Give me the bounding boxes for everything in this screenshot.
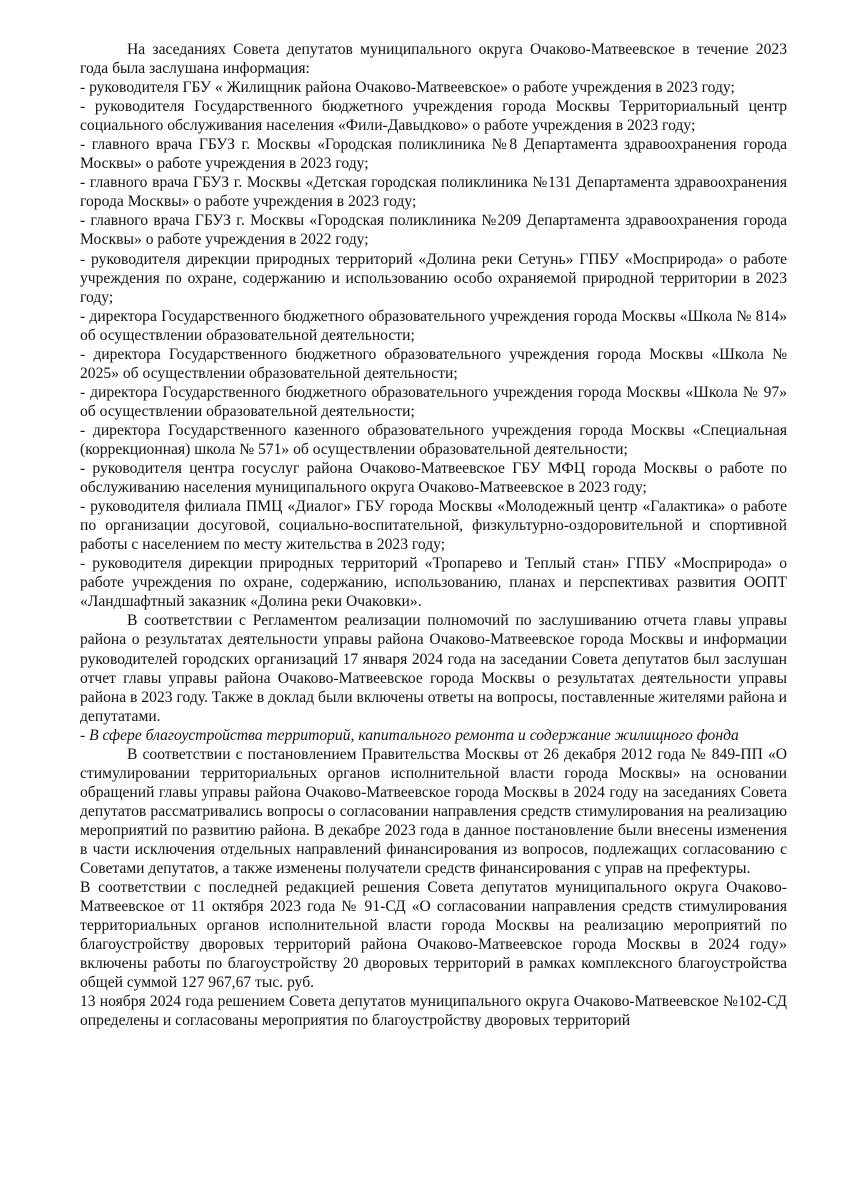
paragraph: - директора Государственного бюджетного образовательного учреждения города Москвы «Школа № 97» об осуществлении образовательной деятельности; [80,383,787,420]
paragraph: - директора Государственного бюджетного образовательного учреждения города Москвы «Школа № 814» об осуществлении образовательной деятельности; [80,307,787,344]
paragraph: В соответствии с постановлением Правительства Москвы от 26 декабря 2012 года № 849-ПП «О стимулировании территориальных органов исполнительной власти города Москвы» на основании обращений главы управы района Очаково-Матвеевское города Москвы в 2024 году на заседаниях Совета депутатов рассматривались вопросы о согласовании направления средств стимулирования на реализацию мероприятий по развитию района. В декабре 2023 года в данное постановление были внесены изменения в части исключения отдельных направлений финансирования из вопросов, подлежащих согласованию с Советами депутатов, а также изменены получатели средств финансирования с управ на префектуры. [80,745,787,878]
paragraph: В соответствии с Регламентом реализации полномочий по заслушиванию отчета главы управы района о результатах деятельности управы района Очаково-Матвеевское города Москвы и информации руководителей городских организаций 17 января 2024 года на заседании Совета депутатов был заслушан отчет главы управы района Очаково-Матвеевское города Москвы о результатах деятельности управы района в 2023 году. Также в доклад были включены ответы на вопросы, поставленные жителями района и депутатами. [80,612,787,725]
paragraph: - руководителя Государственного бюджетного учреждения города Москвы Территориальный центр социального обслуживания населения «Фили-Давыдково» о работе учреждения в 2023 году; [80,98,787,135]
paragraph: На заседаниях Совета депутатов муниципального округа Очаково-Матвеевское в течение 2023 года была заслушана информация: [80,41,787,78]
paragraph: - руководителя дирекции природных территорий «Тропарево и Теплый стан» ГПБУ «Мосприрода» о работе учреждения по охране, содержанию, использованию, планах и перспективах развития ООПТ «Ландшафтный заказник «Долина реки Очаковки». [80,555,787,611]
paragraph: - руководителя центра госуслуг района Очаково-Матвеевское ГБУ МФЦ города Москвы о работе по обслуживанию населения муниципального округа Очаково-Матвеевское в 2023 году; [80,460,787,497]
paragraph: - главного врача ГБУЗ г. Москвы «Городская поликлиника №209 Департамента здравоохранения города Москвы» о работе учреждения в 2022 году; [80,212,787,249]
paragraph: - главного врача ГБУЗ г. Москвы «Детская городская поликлиника №131 Департамента здравоохранения города Москвы» о работе учреждения в 2023 году; [80,174,787,211]
paragraph: - В сфере благоустройства территорий, капитального ремонта и содержание жилищного фонда [80,726,739,744]
paragraph: В соответствии с последней редакцией решения Совета депутатов муниципального округа Очаково-Матвеевское от 11 октября 2023 года № 91-СД «О согласовании направления средств стимулирования территориальных органов исполнительной власти города Москвы на реализацию мероприятий по благоустройству дворовых территорий района Очаково-Матвеевское города Москвы в 2024 году» включены работы по благоустройству 20 дворовых территорий в рамках комплексного благоустройства общей суммой 127 967,67 тыс. руб. [80,879,787,992]
paragraph: - директора Государственного бюджетного образовательного учреждения города Москвы «Школа № 2025» об осуществлении образовательной деятельности; [80,345,787,382]
document-page [80,40,787,1030]
paragraph: - главного врача ГБУЗ г. Москвы «Городская поликлиника №8 Департамента здравоохранения города Москвы» о работе учреждения в 2023 году; [80,136,787,173]
paragraph: - директора Государственного казенного образовательного учреждения города Москвы «Специальная (коррекционная) школа № 571» об осуществлении образовательной деятельности; [80,421,787,458]
paragraph: - руководителя филиала ПМЦ «Диалог» ГБУ города Москвы «Молодежный центр «Галактика» о работе по организации досуговой, социально-воспитательной, физкультурно-оздоровительной и спортивной работы с населением по месту жительства в 2023 году; [80,498,787,554]
paragraph: - руководителя ГБУ « Жилищник района Очаково-Матвеевское» о работе учреждения в 2023 году; [80,79,735,97]
paragraph: 13 ноября 2024 года решением Совета депутатов муниципального округа Очаково-Матвеевское №102-СД определены и согласованы мероприятия по благоустройству дворовых территорий [80,993,787,1030]
paragraph: - руководителя дирекции природных территорий «Долина реки Сетунь» ГПБУ «Мосприрода» о работе учреждения по охране, содержанию и использованию особо охраняемой природной территории в 2023 году; [80,250,787,306]
